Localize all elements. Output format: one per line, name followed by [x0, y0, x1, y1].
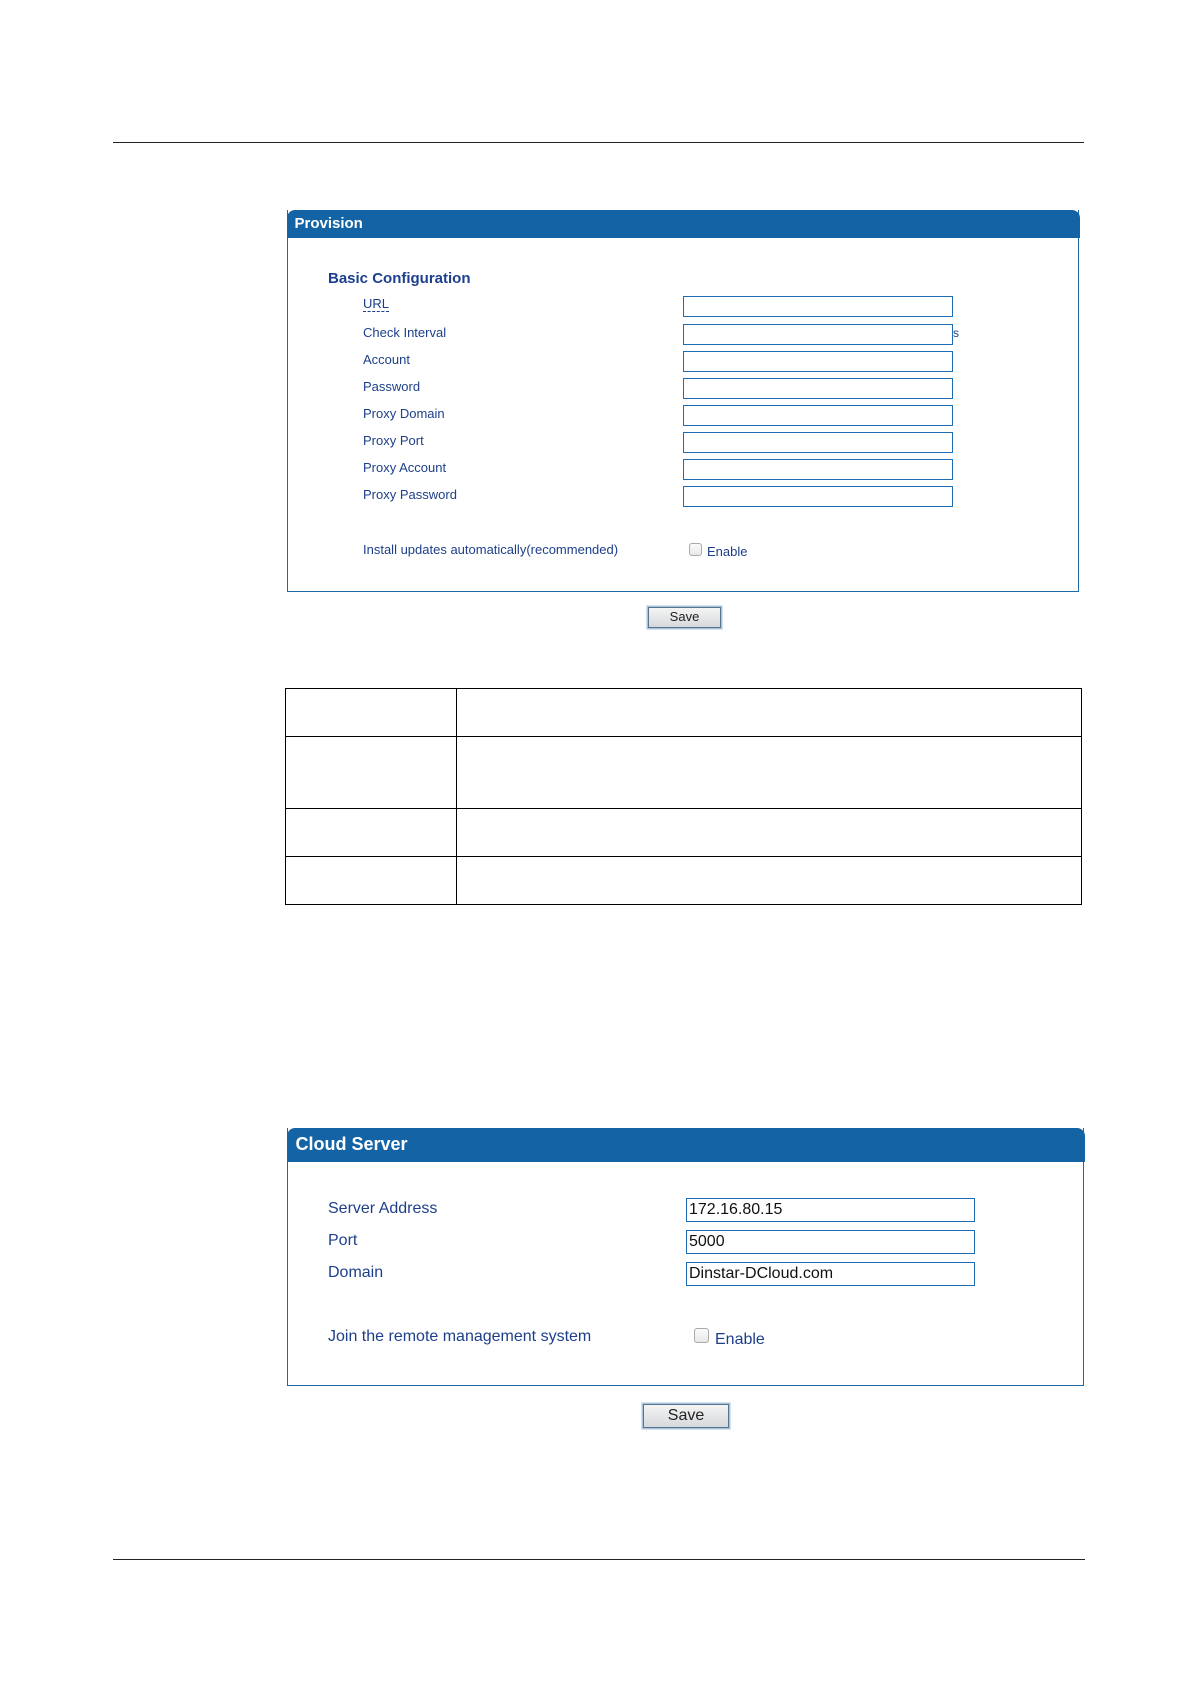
cloud-server-panel-header — [287, 1128, 1085, 1162]
table-cell-description — [457, 857, 1082, 905]
table-cell-description — [457, 809, 1082, 857]
page-header-rule — [113, 142, 1084, 143]
table-cell-name — [286, 689, 457, 737]
proxy-password-label: Proxy Password — [363, 487, 457, 502]
check-interval-input[interactable] — [683, 324, 953, 345]
table-cell-name — [286, 809, 457, 857]
proxy-account-input[interactable] — [683, 459, 953, 480]
url-label: URL — [363, 296, 390, 311]
account-input[interactable] — [683, 351, 953, 372]
provision-panel — [287, 210, 1079, 592]
server-address-input[interactable]: 172.16.80.15 — [686, 1198, 975, 1222]
auto-update-checkbox[interactable] — [689, 543, 702, 556]
proxy-port-input[interactable] — [683, 432, 953, 453]
join-remote-checkbox[interactable] — [694, 1328, 709, 1343]
panel-title: Provision — [294, 215, 363, 232]
table-row — [286, 737, 1082, 809]
server-address-label: Server Address — [328, 1200, 438, 1217]
domain-label: Domain — [328, 1264, 384, 1281]
port-label: Port — [328, 1232, 358, 1249]
proxy-account-label: Proxy Account — [363, 460, 447, 475]
check-interval-label: Check Interval — [363, 325, 447, 340]
table-cell-name — [286, 737, 457, 809]
interval-unit: s — [953, 326, 959, 340]
proxy-domain-label: Proxy Domain — [363, 406, 445, 421]
cloud-server-save-button[interactable]: Save — [643, 1404, 729, 1428]
join-remote-label: Join the remote management system — [328, 1328, 592, 1345]
account-label: Account — [363, 352, 410, 367]
domain-input[interactable]: Dinstar-DCloud.com — [686, 1262, 975, 1286]
proxy-password-input[interactable] — [683, 486, 953, 507]
provision-panel-header — [287, 210, 1080, 238]
section-title: Basic Configuration — [328, 270, 471, 287]
panel-title: Cloud Server — [295, 1134, 408, 1154]
table-cell-description — [457, 689, 1082, 737]
auto-update-label: Install updates automatically(recommended) — [363, 542, 619, 557]
table-cell-description — [457, 737, 1082, 809]
proxy-domain-input[interactable] — [683, 405, 953, 426]
join-remote-enable-label: Enable — [715, 1331, 765, 1348]
cloud-server-panel — [287, 1128, 1084, 1386]
parameter-description-table — [285, 688, 1082, 905]
password-input[interactable] — [683, 378, 953, 399]
table-row — [286, 689, 1082, 737]
port-input[interactable]: 5000 — [686, 1230, 975, 1254]
password-label: Password — [363, 379, 421, 394]
proxy-port-label: Proxy Port — [363, 433, 424, 448]
page-footer-rule — [113, 1559, 1085, 1560]
table-cell-name — [286, 857, 457, 905]
table-row — [286, 857, 1082, 905]
auto-update-enable-label: Enable — [707, 544, 748, 559]
provision-save-button[interactable]: Save — [648, 607, 721, 628]
table-row — [286, 809, 1082, 857]
url-input[interactable] — [683, 296, 953, 317]
